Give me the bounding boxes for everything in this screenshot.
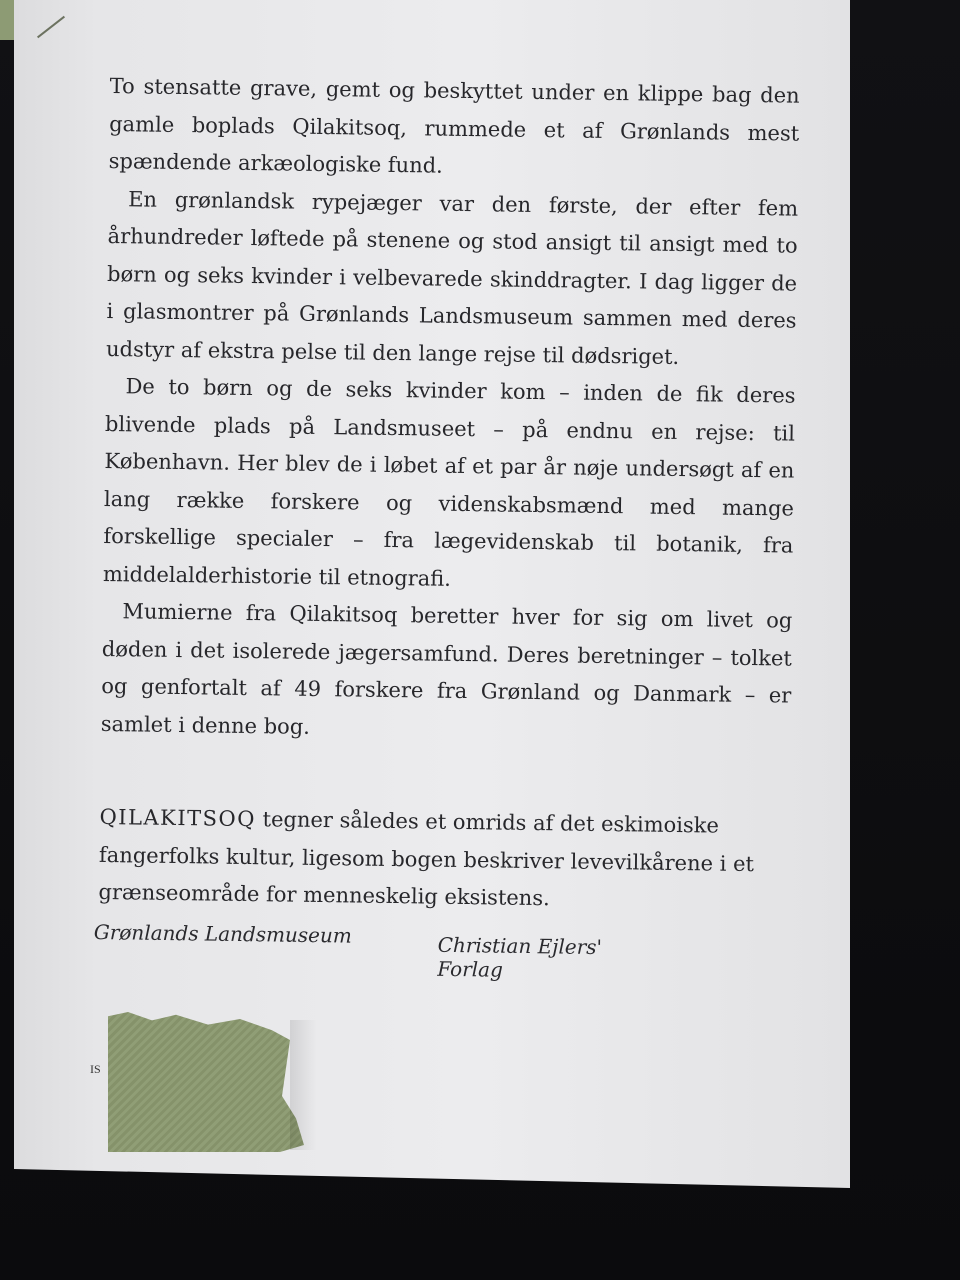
closing-text: tegner således et omrids af det eskimoiske fangerfolks kultur, ligesom bogen beskriver levevilkårene i et grænseområde for menneskelig eksistens. (98, 807, 755, 911)
torn-paper-shadow (290, 1020, 316, 1150)
publisher-line (93, 920, 674, 982)
isbn-fragment: IS (90, 1062, 101, 1076)
paragraph-4: Mumierne fra Qilakitsoq beretter hver for sig om livet og døden i det isolerede jægersamfund. Deres beretninger – tolket og genfortalt af 49 forskere fra Grønland og Danmark – er samlet i denne bog. (100, 599, 793, 739)
publisher-right: Christian Ejlers' Forlag (437, 932, 603, 982)
blurb-text (98, 68, 800, 921)
book-title: QILAKITSOQ (99, 804, 257, 832)
closing-paragraph (98, 799, 790, 921)
paragraph-1: To stensatte grave, gemt og beskyttet under en klippe bag den gamle boplads Qilakitsoq, rummede et af Grønlands mest spændende arkæologiske fund. (108, 73, 800, 178)
paragraph-3: De to børn og de seks kvinder kom – inden de fik deres blivende plads på Landsmuseet – på endnu en rejse: til København. Her blev de i løbet af et par år nøje undersøgt af en lang række forskere og videnskabsmænd med mange forskellige specialer – fra lægevidenskab til botanik, fra middelalderhistorie til etnografi. (102, 374, 796, 591)
publisher-left: Grønlands Landsmuseum (93, 920, 353, 948)
paragraph-2: En grønlandsk rypejæger var den første, der efter fem århundreder løftede på stenene og stod ansigt til ansigt med to børn og seks kvinder i velbevarede skinddragter. I dag ligger de i glasmontrer på Grønlands Landsmuseum sammen med deres udstyr af ekstra pelse til den lange rejse til dødsriget. (105, 186, 799, 369)
